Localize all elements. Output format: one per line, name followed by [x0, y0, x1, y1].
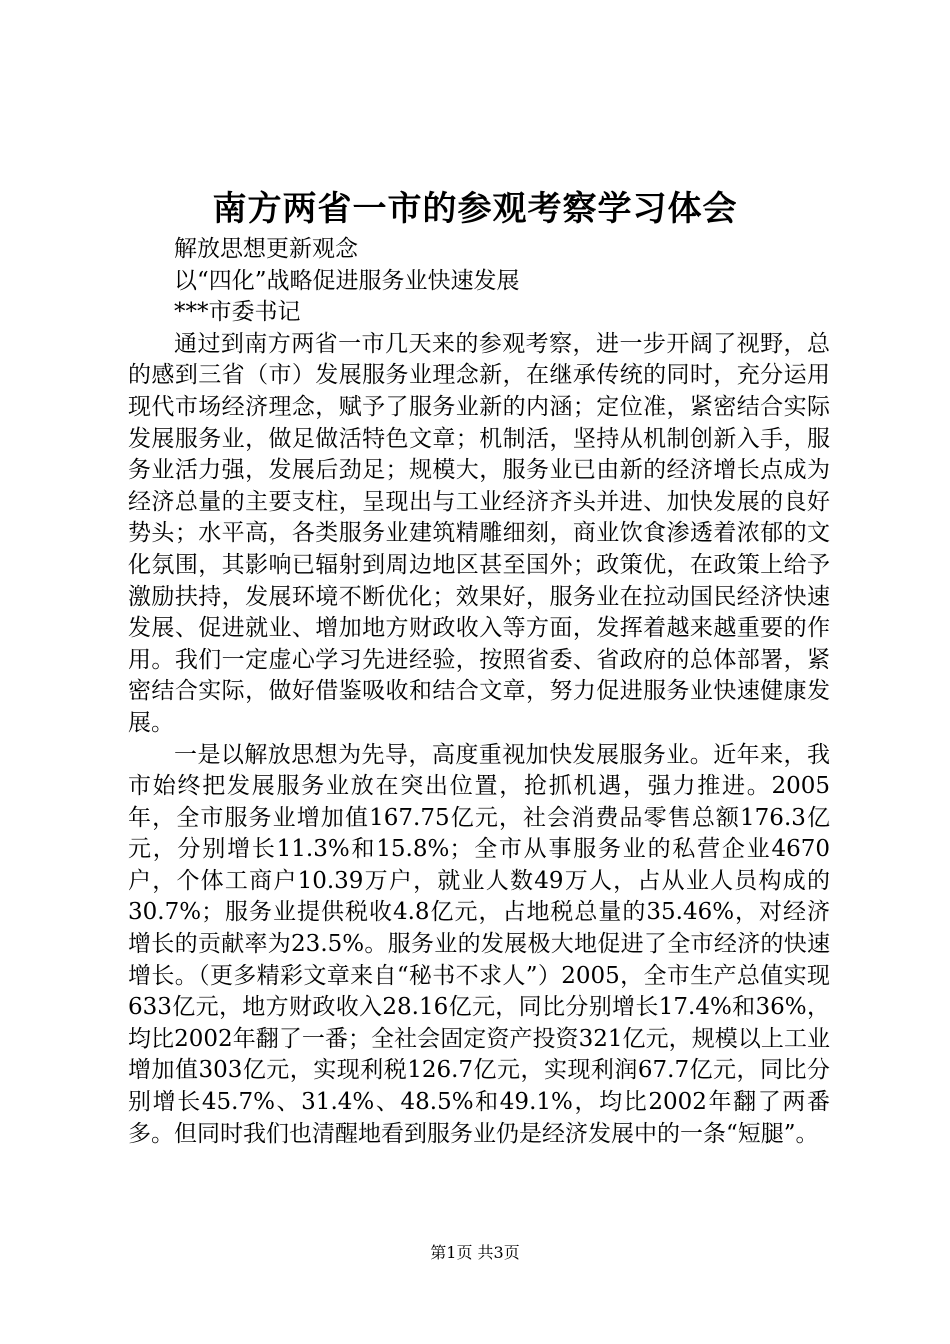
author-line: ***市委书记	[174, 299, 301, 326]
document-title: 南方两省一市的参观考察学习体会	[212, 189, 738, 229]
subtitle-1: 解放思想更新观念	[174, 236, 358, 262]
document-body	[128, 234, 830, 1150]
page-footer: 第1页 共3页	[430, 1243, 520, 1262]
subtitle-2: 以“四化”战略促进服务业快速发展	[174, 267, 520, 294]
paragraph-intro: 通过到南方两省一市几天来的参观考察，进一步开阔了视野，总的感到三省（市）发展服务业理念新，在继承传统的同时，充分运用现代市场经济理念，赋予了服务业新的内涵；定位准，紧密结合实际发展服务业，做足做活特色文章；机制活，坚持从机制创新入手，服务业活力强，发展后劲足；规模大，服务业已由新的经济增长点成为经济总量的主要支柱，呈现出与工业经济齐头并进、加快发展的良好势头；水平高，各类服务业建筑精雕细刻，商业饮食渗透着浓郁的文化氛围，其影响已辐射到周边地区甚至国外；政策优，在政策上给予激励扶持，发展环境不断优化；效果好，服务业在拉动国民经济快速发展、促进就业、增加地方财政收入等方面，发挥着越来越重要的作用。我们一定虚心学习先进经验，按照省委、省政府的总体部署，紧密结合实际，做好借鉴吸收和结合文章，努力促进服务业快速健康发展。	[128, 330, 830, 736]
paragraph-first-point: 一是以解放思想为先导，高度重视加快发展服务业。近年来，我市始终把发展服务业放在突出位置，抢抓机遇，强力推进。2005年，全市服务业增加值167.75亿元，社会消费品零售总额176.3亿元，分别增长11.3%和15.8%；全市从事服务业的私营企业4670户，个体工商户10.39万户，就业人数49万人，占从业人员构成的30.7%；服务业提供税收4.8亿元，占地税总量的35.46%，对经济增长的贡献率为23.5%。服务业的发展极大地促进了全市经济的快速增长。（更多精彩文章来自“秘书不求人”）2005，全市生产总值实现633亿元，地方财政收入28.16亿元，同比分别增长17.4%和36%，均比2002年翻了一番；全社会固定资产投资321亿元，规模以上工业增加值303亿元，实现利税126.7亿元，实现利润67.7亿元，同比分别增长45.7%、31.4%、48.5%和49.1%，均比2002年翻了两番多。但同时我们也清醒地看到服务业仍是经济发展中的一条“短腿”。	[128, 741, 830, 1147]
